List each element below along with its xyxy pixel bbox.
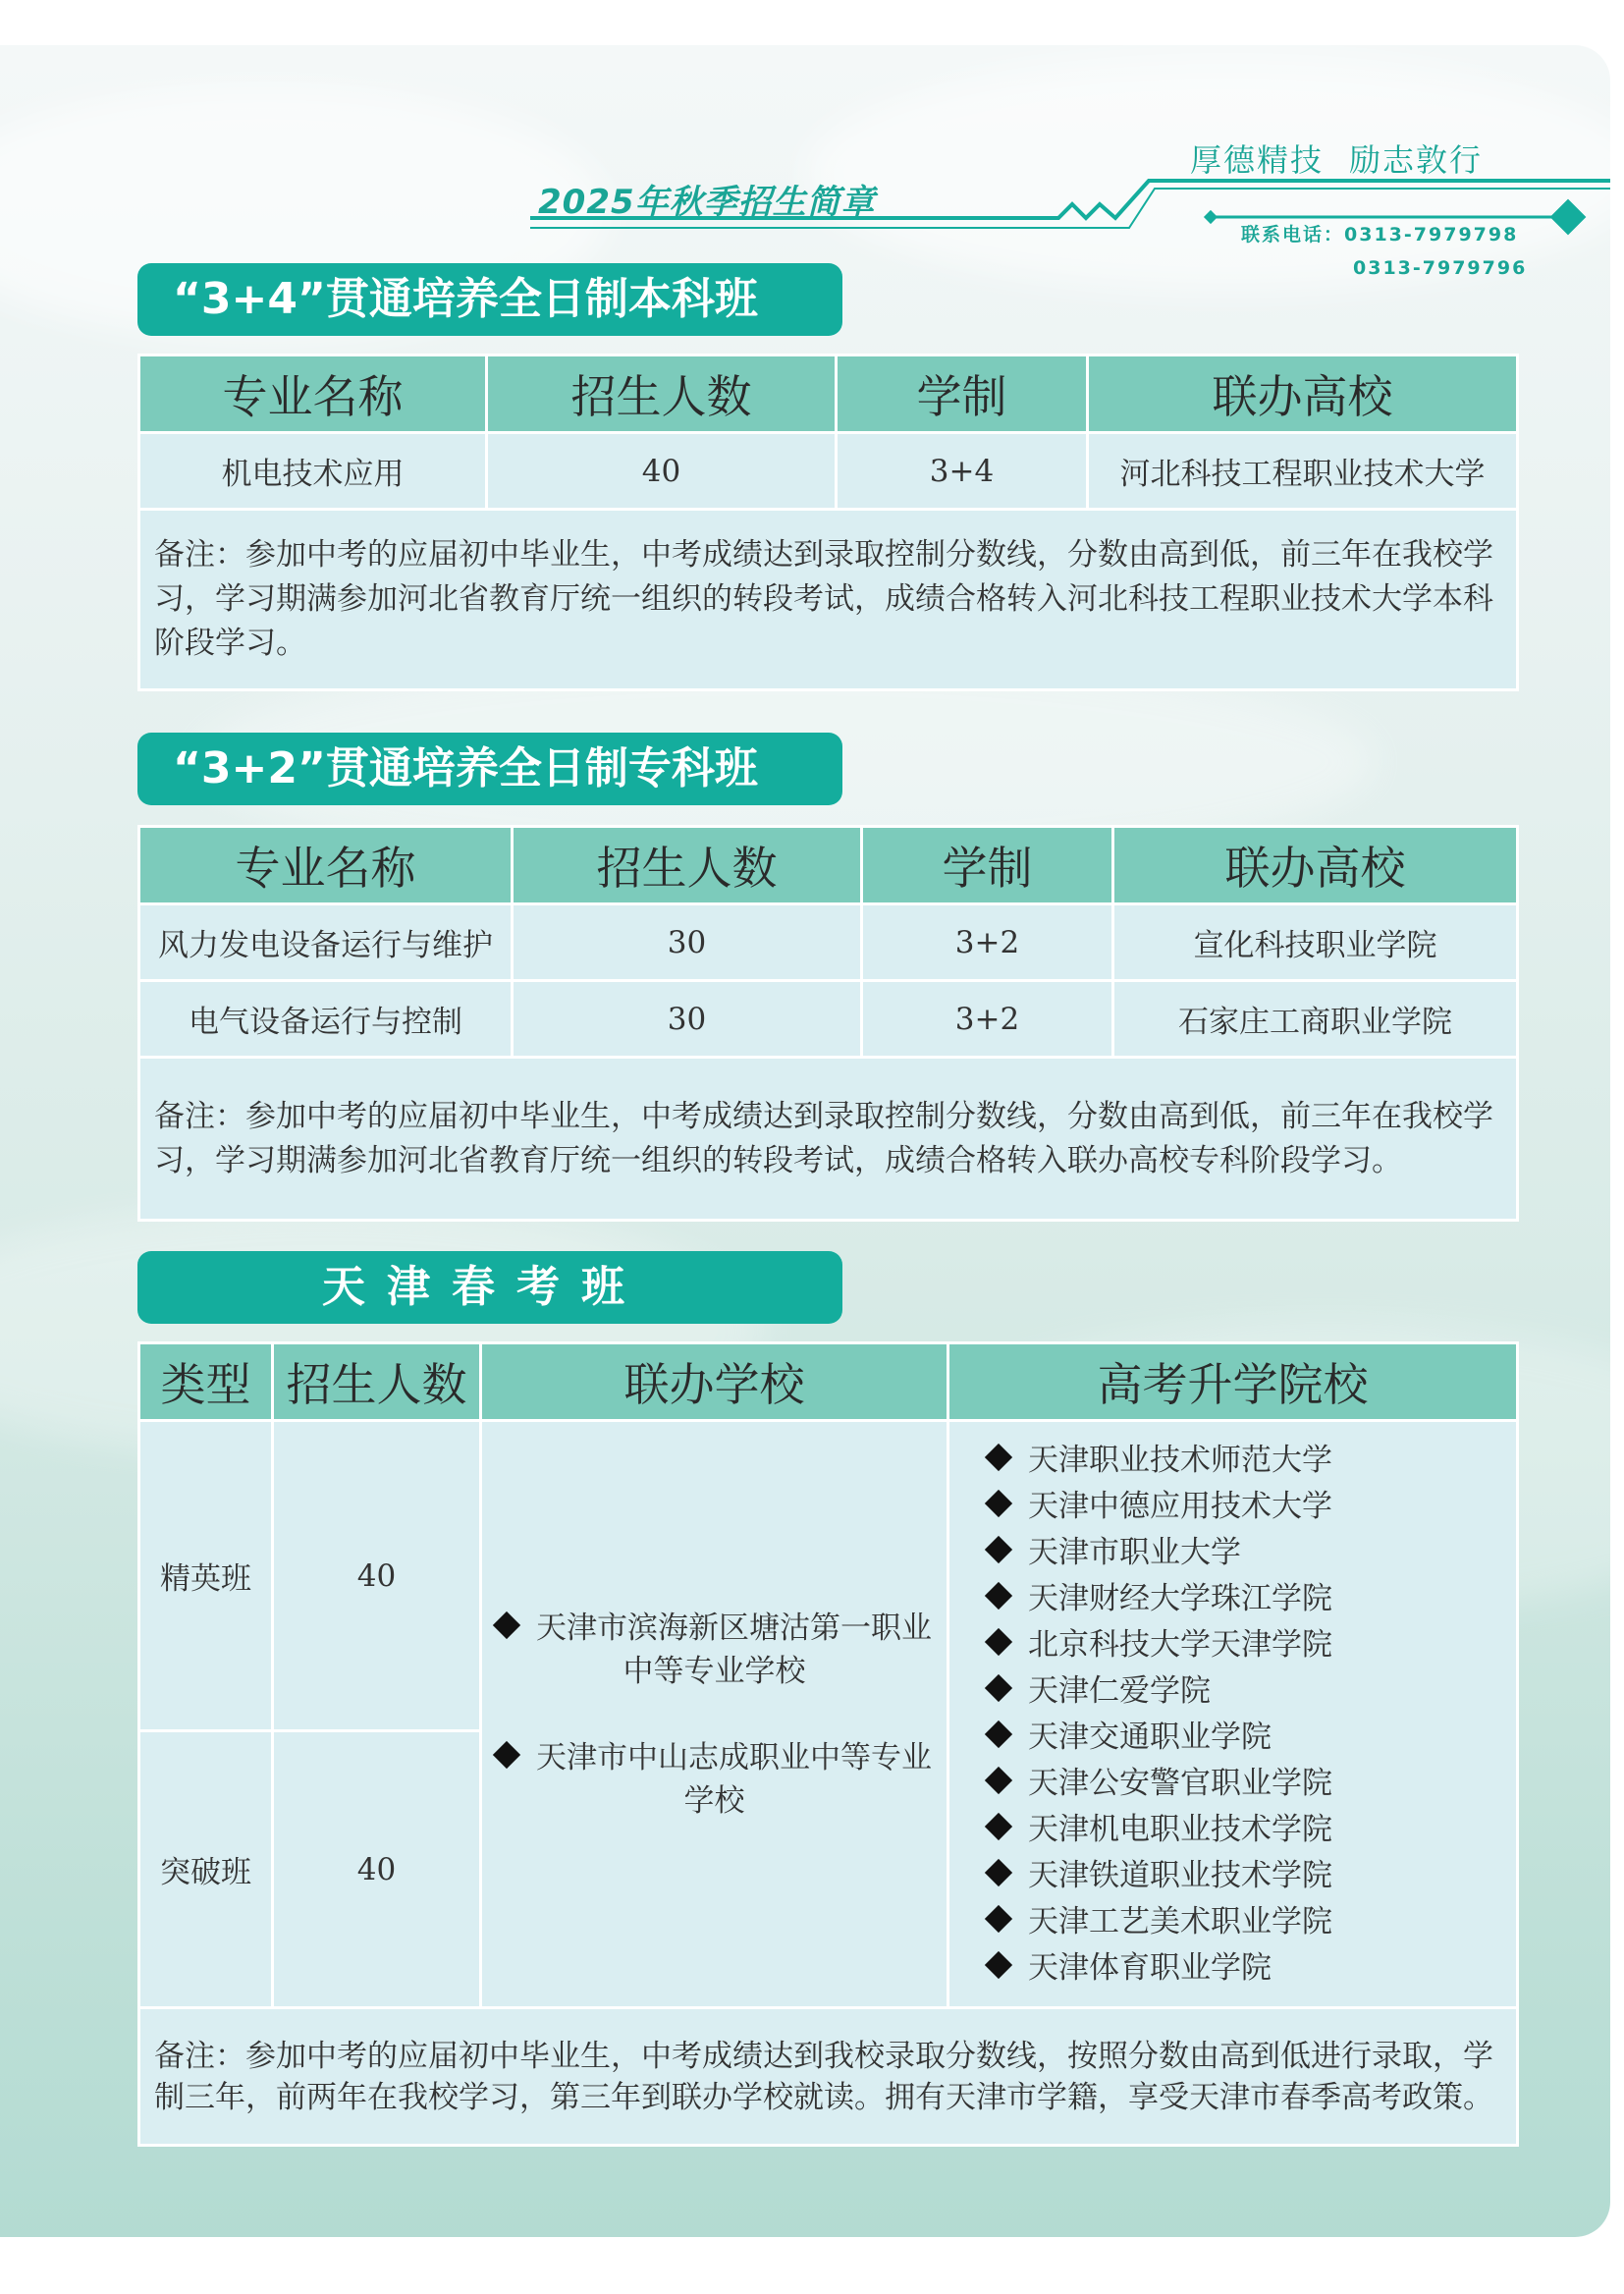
duration: 3+2 [862, 904, 1113, 981]
list-item [989, 1576, 1516, 1622]
table-header-row [139, 1343, 1518, 1421]
partner-school-item [482, 1607, 947, 1693]
brochure-title: 2025年秋季招生简章 [538, 183, 876, 222]
note-row [139, 2008, 1518, 2146]
diamond-bullet-icon [985, 1443, 1012, 1470]
col-enrollment: 招生人数 [273, 1343, 481, 1421]
university-name: 天津工艺美术职业学院 [1028, 1903, 1332, 1939]
class-type: 精英班 [139, 1421, 273, 1731]
diamond-bullet-icon [493, 1611, 520, 1638]
major-name: 电气设备运行与控制 [139, 981, 513, 1058]
section-title-3plus4: “3+4”贯通培养全日制本科班 [137, 263, 842, 336]
diamond-bullet-icon [985, 1950, 1012, 1978]
university-name: 天津财经大学珠江学院 [1028, 1580, 1332, 1616]
university-name: 天津仁爱学院 [1028, 1672, 1211, 1709]
section-title-3plus2: “3+2”贯通培养全日制专科班 [137, 733, 842, 805]
university-name: 天津中德应用技术大学 [1028, 1488, 1332, 1524]
col-universities: 高考升学院校 [948, 1343, 1518, 1421]
note-text: 备注：参加中考的应届初中毕业生，中考成绩达到录取控制分数线，分数由高到低，前三年在我校学习，学习期满参加河北省教育厅统一组织的转段考试，成绩合格转入河北科技工程职业技术大学本科阶段学习。 [139, 510, 1518, 690]
diamond-bullet-icon [985, 1673, 1012, 1701]
phone-number-1: 0313-7979798 [1344, 224, 1519, 246]
col-major: 专业名称 [139, 827, 513, 904]
enrollment-count: 40 [487, 433, 837, 510]
col-duration: 学制 [862, 827, 1113, 904]
diamond-bullet-icon [985, 1720, 1012, 1747]
phone-number-2: 0313-7979796 [1353, 257, 1528, 279]
major-name: 机电技术应用 [139, 433, 487, 510]
partner-college: 河北科技工程职业技术大学 [1088, 433, 1518, 510]
phone-label: 联系电话： [1241, 224, 1345, 246]
diamond-bullet-icon [985, 1766, 1012, 1793]
list-item [989, 1715, 1516, 1761]
list-item [989, 1761, 1516, 1807]
table-header-row [139, 827, 1518, 904]
enrollment-count: 40 [273, 1731, 481, 2008]
diamond-bullet-icon [985, 1904, 1012, 1932]
table-row [139, 1421, 1518, 1731]
note-row [139, 510, 1518, 690]
university-name: 天津体育职业学院 [1028, 1949, 1272, 1986]
col-partner-college: 联办高校 [1113, 827, 1518, 904]
table-tianjin [137, 1341, 1519, 2147]
university-name: 北京科技大学天津学院 [1028, 1626, 1332, 1663]
col-enrollment: 招生人数 [513, 827, 862, 904]
partner-schools-cell [481, 1421, 948, 2008]
col-duration: 学制 [837, 355, 1088, 433]
diamond-bullet-icon [985, 1858, 1012, 1885]
section-title-tianjin: 天津春考班 [137, 1251, 842, 1324]
list-item [989, 1530, 1516, 1576]
slogan-1: 厚德精技 [1190, 141, 1325, 179]
table-row [139, 433, 1518, 510]
universities-cell [948, 1421, 1518, 2008]
note-text: 备注：参加中考的应届初中毕业生，中考成绩达到录取控制分数线，分数由高到低，前三年在我校学习，学习期满参加河北省教育厅统一组织的转段考试，成绩合格转入联办高校专科阶段学习。 [139, 1058, 1518, 1221]
col-partner-school: 联办学校 [481, 1343, 948, 1421]
list-item [989, 1438, 1516, 1484]
slogan-2: 励志敦行 [1349, 141, 1484, 179]
duration: 3+4 [837, 433, 1088, 510]
col-enrollment: 招生人数 [487, 355, 837, 433]
university-name: 天津铁道职业技术学院 [1028, 1857, 1332, 1893]
university-name: 天津职业技术师范大学 [1028, 1442, 1332, 1478]
list-item [989, 1899, 1516, 1945]
col-type: 类型 [139, 1343, 273, 1421]
diamond-bullet-icon [985, 1535, 1012, 1562]
university-name: 天津市职业大学 [1028, 1534, 1241, 1570]
diamond-bullet-icon [985, 1489, 1012, 1516]
table-3plus4 [137, 354, 1519, 691]
note-row [139, 1058, 1518, 1221]
school-slogan [1190, 136, 1508, 181]
partner-school-item [482, 1736, 947, 1823]
table-row [139, 981, 1518, 1058]
table-3plus2 [137, 825, 1519, 1222]
diamond-bullet-icon [985, 1627, 1012, 1655]
enrollment-count: 30 [513, 981, 862, 1058]
diamond-bullet-icon [985, 1581, 1012, 1609]
diamond-bullet-icon [985, 1812, 1012, 1839]
list-item [989, 1622, 1516, 1668]
university-name: 天津交通职业学院 [1028, 1719, 1272, 1755]
list-item [989, 1668, 1516, 1715]
enrollment-count: 40 [273, 1421, 481, 1731]
table-header-row [139, 355, 1518, 433]
note-text: 备注：参加中考的应届初中毕业生，中考成绩达到我校录取分数线，按照分数由高到低进行录取，学制三年，前两年在我校学习，第三年到联办学校就读。拥有天津市学籍，享受天津市春季高考政策。 [139, 2008, 1518, 2146]
list-item [989, 1484, 1516, 1530]
diamond-bullet-icon [493, 1740, 520, 1768]
partner-school-name: 天津市中山志成职业中等专业学校 [536, 1739, 932, 1819]
table-row [139, 904, 1518, 981]
list-item [989, 1945, 1516, 1992]
class-type: 突破班 [139, 1731, 273, 2008]
list-item [989, 1807, 1516, 1853]
list-item [989, 1853, 1516, 1899]
major-name: 风力发电设备运行与维护 [139, 904, 513, 981]
university-name: 天津机电职业技术学院 [1028, 1811, 1332, 1847]
partner-college: 石家庄工商职业学院 [1113, 981, 1518, 1058]
partner-school-name: 天津市滨海新区塘沽第一职业中等专业学校 [536, 1610, 932, 1689]
col-major: 专业名称 [139, 355, 487, 433]
duration: 3+2 [862, 981, 1113, 1058]
phone-line-1 [1241, 220, 1518, 246]
col-partner-college: 联办高校 [1088, 355, 1518, 433]
university-name: 天津公安警官职业学院 [1028, 1765, 1332, 1801]
partner-college: 宣化科技职业学院 [1113, 904, 1518, 981]
enrollment-count: 30 [513, 904, 862, 981]
university-list [949, 1438, 1516, 1992]
